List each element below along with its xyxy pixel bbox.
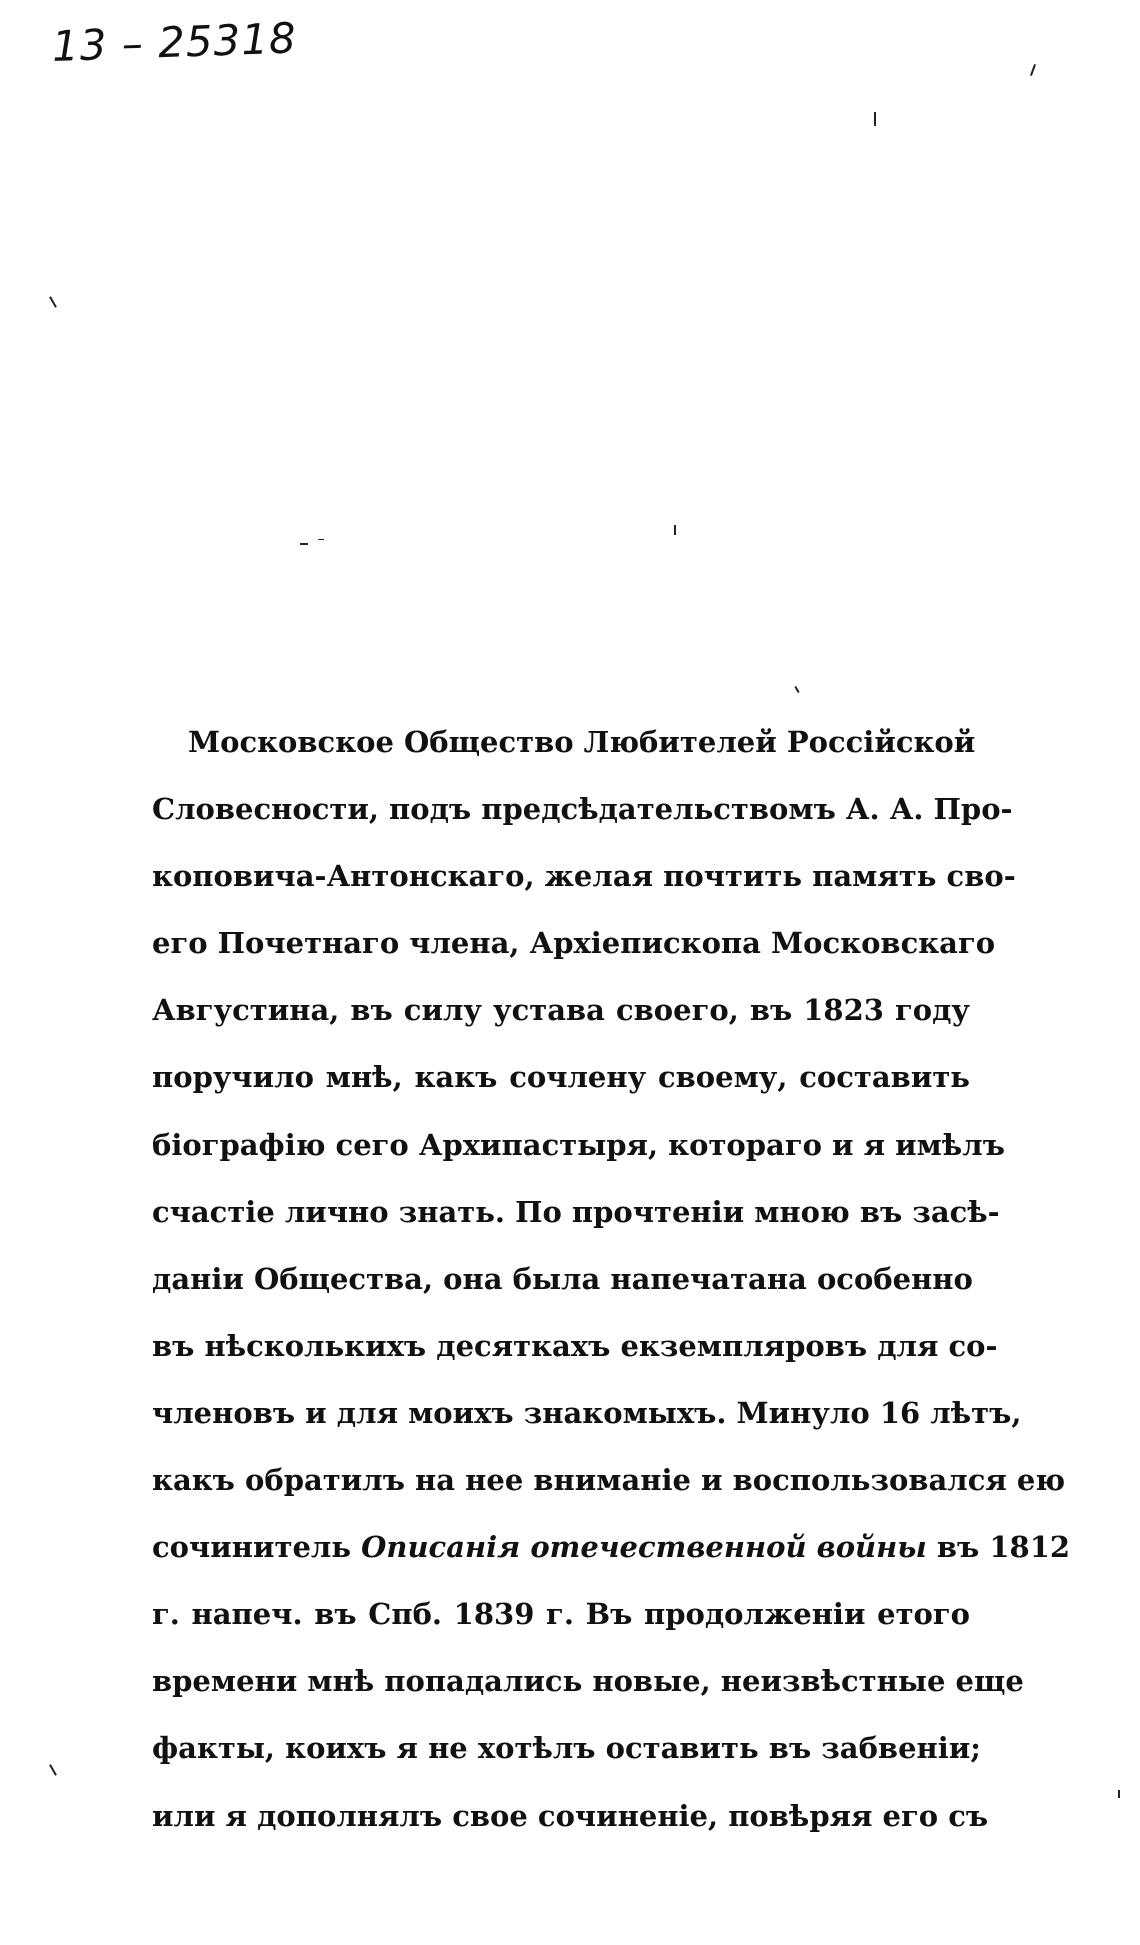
text-line: членовъ и для моихъ знакомыхъ. Минуло 16 лѣтъ, <box>152 1395 1022 1430</box>
body-paragraph <box>152 709 1071 1850</box>
text-line: или я дополнялъ свое сочиненіе, повѣряя его съ <box>152 1798 989 1833</box>
text-segment: сочинитель <box>152 1530 362 1565</box>
scan-speck <box>300 543 308 545</box>
scan-speck <box>674 525 676 535</box>
scan-speck <box>794 686 799 693</box>
scan-speck <box>1030 64 1036 76</box>
italic-book-title: Описанія отечественной войны <box>361 1530 927 1565</box>
scan-speck <box>49 296 57 307</box>
text-line: Московское Общество Любителей Россійской <box>188 725 976 759</box>
text-segment: въ 1812 <box>926 1530 1071 1565</box>
text-line: его Почетнаго члена, Архіепископа Московскаго <box>152 926 996 961</box>
text-line: въ нѣсколькихъ десяткахъ екземпляровъ для со- <box>152 1328 998 1363</box>
text-line: коповича-Антонскаго, желая почтить память сво- <box>152 859 1016 894</box>
text-line: времени мнѣ попадались новые, неизвѣстные еще <box>152 1664 1024 1699</box>
text-line: біографію сего Архипастыря, котораго и я имѣлъ <box>152 1127 1005 1162</box>
text-line <box>152 1514 1071 1581</box>
text-line: даніи Общества, она была напечатана особенно <box>152 1261 973 1296</box>
text-line: какъ обратилъ на нее вниманіе и воспользовался ею <box>152 1463 1066 1498</box>
text-line: поручило мнѣ, какъ сочлену своему, составить <box>152 1060 970 1095</box>
scan-speck <box>318 539 324 540</box>
text-line: счастіе лично знать. По прочтеніи мною въ засѣ- <box>152 1194 1000 1229</box>
scan-speck <box>49 1764 57 1775</box>
text-line: Августина, въ силу устава своего, въ 1823 году <box>152 993 970 1028</box>
scan-speck <box>874 112 876 126</box>
text-line: Словесности, подъ предсѣдательствомъ А. А. Про- <box>152 792 1013 827</box>
handwritten-shelfmark: 13 – 25318 <box>51 13 298 71</box>
text-line: факты, коихъ я не хотѣлъ оставить въ забвеніи; <box>152 1731 981 1766</box>
scan-speck <box>1118 1790 1120 1798</box>
text-line: г. напеч. въ Спб. 1839 г. Въ продолженіи етого <box>152 1597 970 1632</box>
